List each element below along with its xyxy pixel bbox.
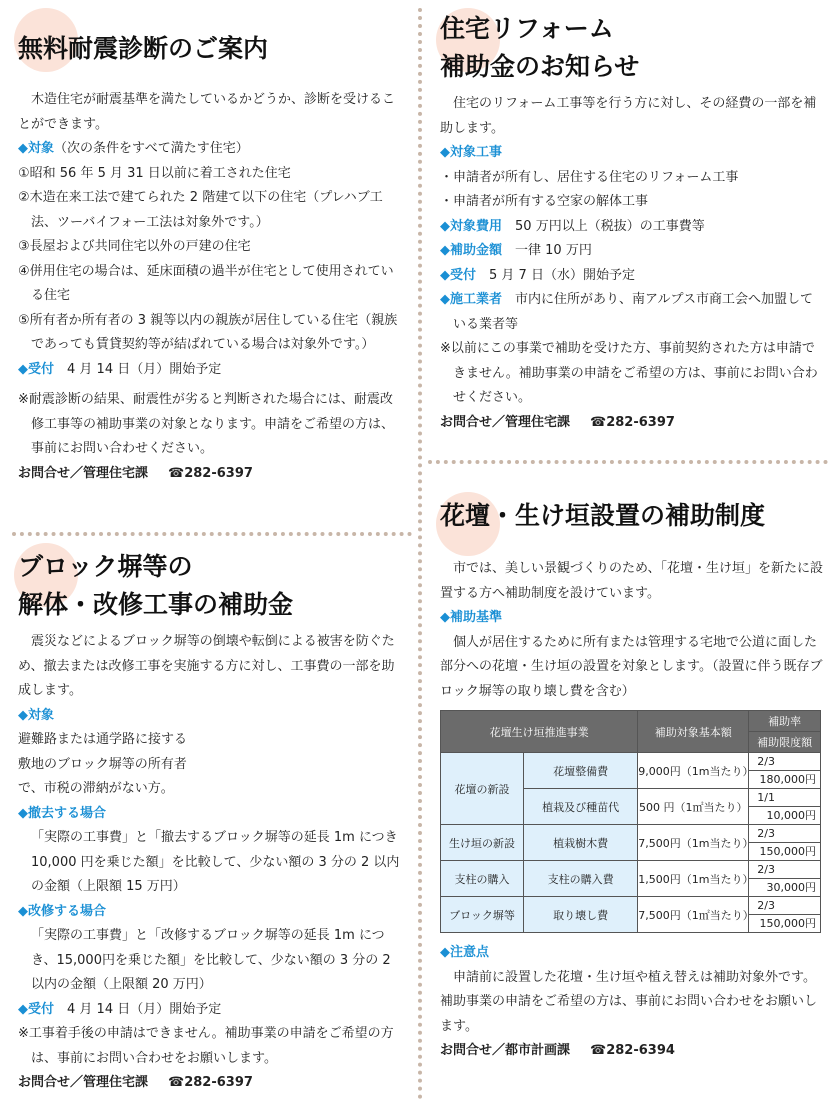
vertical-divider [418,8,422,1100]
garden-section [440,497,825,1064]
garden-intro: 市では、美しい景観づくりのため、「花壇・生け垣」を新たに設置する方へ補助制度を設けています。 [440,561,823,601]
table-cell-item: 取り壊し費 [524,897,638,933]
reform-section [440,10,825,435]
table-header-row [441,711,821,732]
table-cell-rate: 2/3 [749,753,820,771]
quake-accept-text: 4 月 14 日（月）開始予定 [67,361,222,377]
garden-title: 花壇・生け垣設置の補助制度 [440,501,766,530]
table-cell-item: 支柱の購入費 [524,861,638,897]
table-cell-item: 植栽樹木費 [524,825,638,861]
garden-contact-label: お問合せ／都市計画課 [440,1043,571,1058]
reform-builder-text: 市内に住所があり、南アルプス市商工会へ加盟している業者等 [453,292,813,332]
reform-contact-phone[interactable]: ☎282-6397 [590,414,675,430]
table-cell-base: 7,500円（1m当たり） [638,825,749,861]
quake-contact [18,462,403,487]
table-row [441,753,821,789]
block-removal-text: 「実際の工事費」と「撤去するブロック塀等の延長 1m につき 10,000 円を乗じた額」を比較して、少ない額の 3 分の 2 以内の金額（上限額 15 万円） [31,830,400,894]
garden-criteria-text: 個人が居住するために所有または管理する宅地で公道に面した部分への花壇・生け垣の設置を対象とします。（設置に伴う既存ブロック塀等の取り壊し費を含む） [440,634,823,699]
table-cell-category: ブロック塀等 [441,897,524,933]
table-cell-rate-limit [749,753,821,789]
reform-contact-label: お問合せ／管理住宅課 [440,414,571,430]
header-program: 花壇生け垣推進事業 [441,711,638,753]
table-cell-rate: 2/3 [749,825,820,843]
table-row [441,825,821,861]
block-repair-text: 「実際の工事費」と「改修するブロック塀等の延長 1m につき、15,000円を乗じた額」を比較して、少ない額の 3 分の 2 以内の金額（上限額 20 万円） [31,928,391,992]
table-cell-item: 植栽及び種苗代 [524,789,638,825]
quake-condition-4: ④併用住宅の場合は、延床面積の過半が住宅として使用されている住宅 [18,263,394,303]
table-cell-limit: 150,000円 [759,917,816,930]
garden-criteria-head: ◆補助基準 [440,610,502,625]
left-horizontal-divider [12,532,412,536]
block-contact-phone[interactable]: ☎282-6397 [168,1075,253,1090]
block-title-line1: ブロック塀等の [18,552,193,581]
garden-contact [440,1039,825,1064]
table-cell-category: 花壇の新設 [441,753,524,825]
table-cell-rate-limit [749,825,821,861]
table-cell-category: 支柱の購入 [441,861,524,897]
block-target-line-1: 避難路または通学路に接する [18,732,188,747]
table-cell-base: 1,500円（1m当たり） [638,861,749,897]
table-cell-rate: 2/3 [749,861,820,879]
quake-contact-label: お問合せ／管理住宅課 [18,465,149,481]
quake-title: 無料耐震診断のご案内 [18,34,269,63]
header-base: 補助対象基本額 [638,711,749,753]
table-cell-rate-limit [749,789,821,825]
block-accept-text: 4 月 14 日（月）開始予定 [67,1001,222,1017]
block-target-line-3: で、市税の滞納がない方。 [18,781,174,796]
block-contact [18,1071,403,1096]
quake-condition-1: ①昭和 56 年 5 月 31 日以前に着工された住宅 [18,165,291,181]
block-title-line2: 解体・改修工事の補助金 [18,590,294,619]
block-accept-head: ◆受付 [18,1001,54,1017]
reform-accept-text: 5 月 7 日（水）開始予定 [489,267,635,283]
table-cell-rate: 2/3 [749,897,820,915]
right-horizontal-divider [428,460,828,464]
block-intro: 震災などによるブロック塀等の倒壊や転倒による被害を防ぐため、撤去または改修工事を実施する方に対し、工事費の一部を助成します。 [18,634,395,698]
reform-amount [440,239,825,264]
subsidy-table [440,710,821,933]
reform-intro: 住宅のリフォーム工事等を行う方に対し、その経費の一部を補助します。 [440,96,817,136]
table-cell-limit: 10,000円 [766,809,816,822]
quake-target-head: ◆対象 [18,141,54,156]
reform-builder [440,288,825,337]
reform-cost [440,215,825,240]
garden-caution-text: 申請前に設置した花壇・生け垣や植え替えは補助対象外です。補助事業の申請をご希望の方は、事前にお問い合わせをお願いします。 [440,969,818,1034]
reform-title-line2: 補助金のお知らせ [440,52,640,81]
table-cell-category: 生け垣の新設 [441,825,524,861]
reform-cost-text: 50 万円以上（税抜）の工事費等 [515,218,705,234]
header-limit: 補助限度額 [749,732,821,753]
table-cell-rate-limit [749,861,821,897]
block-target-head: ◆対象 [18,707,54,723]
block-target-line-2: 敷地のブロック塀等の所有者 [18,756,187,772]
reform-title-line1: 住宅リフォーム [440,14,614,43]
table-cell-base: 500 円（1㎡当たり） [638,789,749,825]
reform-amount-text: 一律 10 万円 [515,243,592,258]
garden-contact-phone[interactable]: ☎282-6394 [590,1043,675,1058]
table-cell-rate: 1/1 [749,789,820,807]
quake-target [18,137,403,162]
quake-section [18,30,403,486]
quake-target-note: （次の条件をすべて満たす住宅） [54,141,249,156]
reform-amount-head: ◆補助金額 [440,243,502,258]
table-cell-base: 9,000円（1m当たり） [638,753,749,789]
table-cell-limit: 180,000円 [759,773,816,786]
quake-intro: 木造住宅が耐震基準を満たしているかどうか、診断を受けることができます。 [18,92,396,132]
block-removal-head: ◆撤去する場合 [18,805,106,821]
quake-note: ※耐震診断の結果、耐震性が劣ると判断された場合には、耐震改修工事等の補助事業の対象となります。申請をご希望の方は、事前にお問い合わせください。 [18,392,394,456]
block-contact-label: お問合せ／管理住宅課 [18,1075,149,1090]
reform-accept-head: ◆受付 [440,267,476,283]
block-note: ※工事着手後の申請はできません。補助事業の申請をご希望の方は、事前にお問い合わせをお願いします。 [18,1026,394,1066]
table-cell-base: 7,500円（1㎡当たり） [638,897,749,933]
reform-note: ※以前にこの事業で補助を受けた方、事前契約された方は申請できません。補助事業の申請をご希望の方は、事前にお問い合わせください。 [440,341,818,405]
block-repair-head: ◆改修する場合 [18,903,106,919]
header-rate: 補助率 [749,711,821,732]
quake-accept [18,358,403,383]
quake-accept-head: ◆受付 [18,361,54,377]
reform-cost-head: ◆対象費用 [440,218,502,234]
reform-contact [440,411,825,436]
table-cell-limit: 30,000円 [766,881,816,894]
garden-caution-head: ◆注意点 [440,945,489,960]
table-row [441,861,821,897]
reform-accept [440,264,825,289]
reform-builder-head: ◆施工業者 [440,292,502,307]
quake-condition-2: ②木造在来工法で建てられた 2 階建て以下の住宅（プレハブ工法、ツーバイフォー工法は対象外です。） [18,190,383,230]
quake-contact-phone[interactable]: ☎282-6397 [168,465,253,481]
reform-work-item-2: ・申請者が所有する空家の解体工事 [440,194,649,209]
block-accept [18,998,403,1023]
quake-condition-5: ⑤所有者か所有者の 3 親等以内の親族が居住している住宅（親族であっても賃貸契約等が結ばれている場合は対象外です。） [18,312,398,352]
table-cell-item: 花壇整備費 [524,753,638,789]
table-row [441,897,821,933]
block-section [18,548,403,1096]
table-cell-limit: 150,000円 [759,845,816,858]
reform-work-item-1: ・申請者が所有し、居住する住宅のリフォーム工事 [440,169,739,185]
reform-work-head: ◆対象工事 [440,145,502,160]
quake-condition-3: ③長屋および共同住宅以外の戸建の住宅 [18,239,251,254]
table-cell-rate-limit [749,897,821,933]
